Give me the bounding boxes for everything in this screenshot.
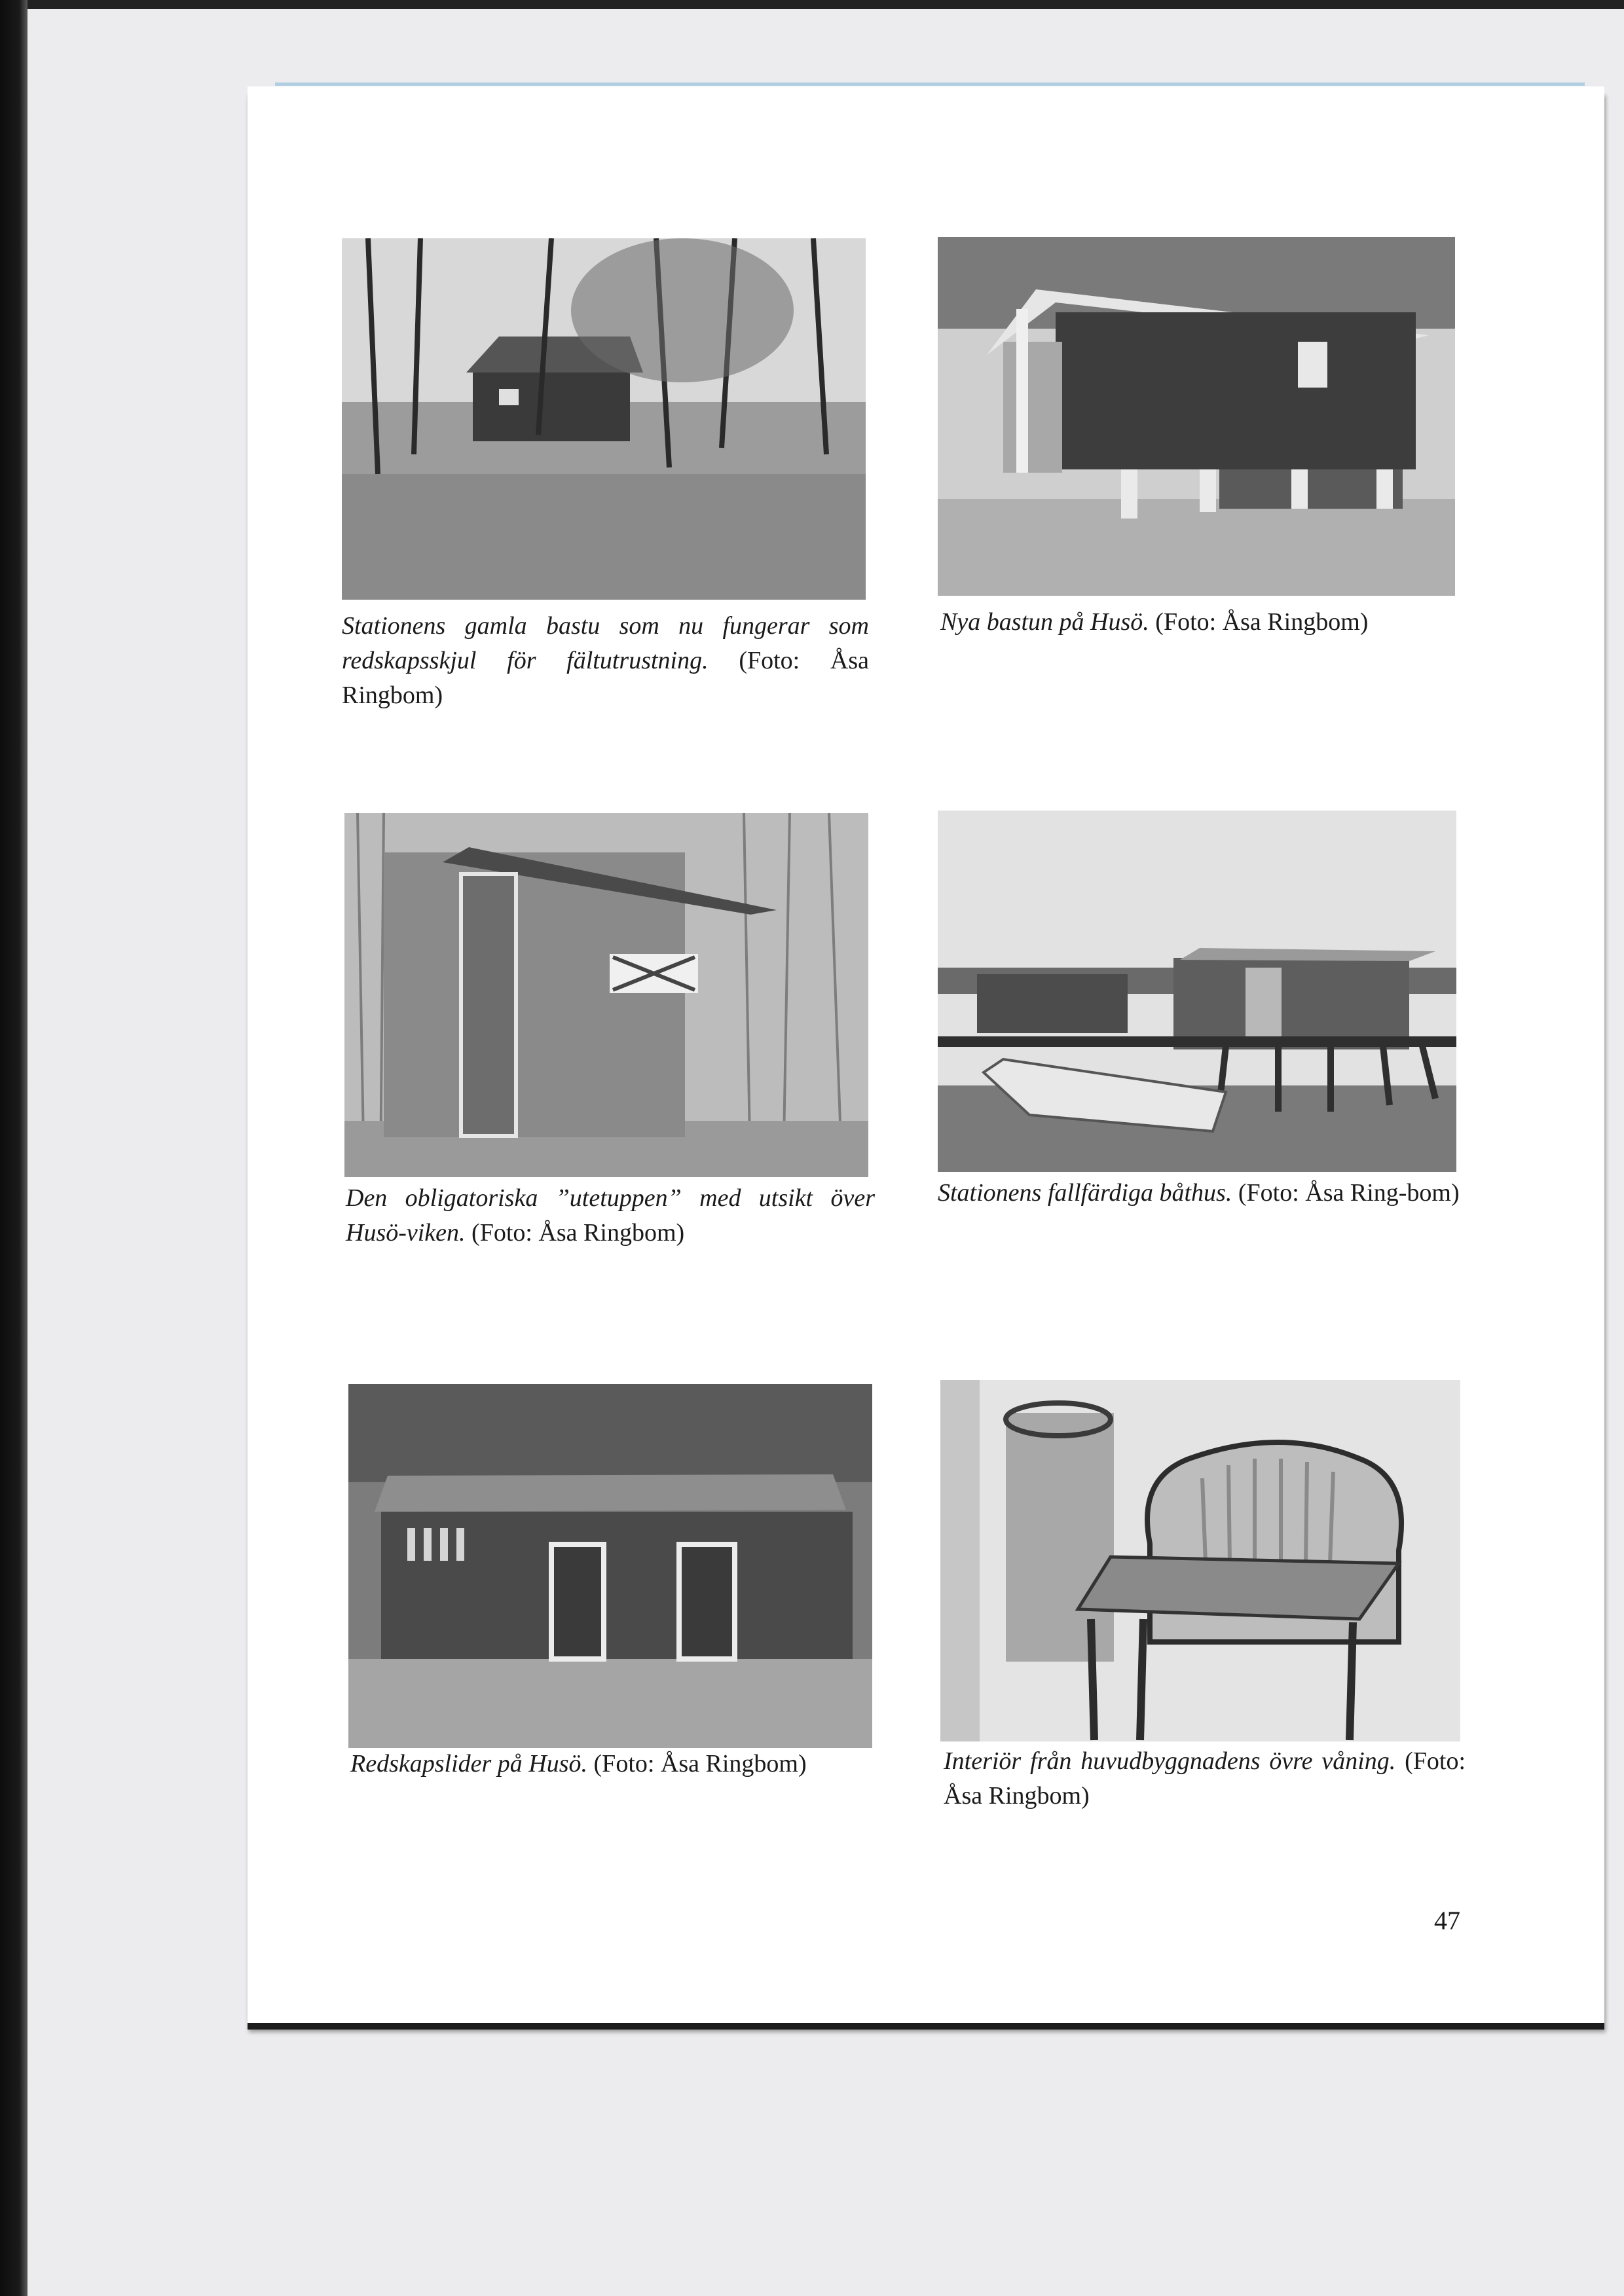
- new-sauna-photo: [938, 237, 1455, 596]
- caption-text: Nya bastun på Husö.: [940, 608, 1149, 636]
- caption-new-sauna: [940, 605, 1458, 640]
- caption-outhouse: [346, 1181, 875, 1250]
- caption-boathouse: [938, 1176, 1465, 1211]
- scan-edge: [0, 0, 28, 2296]
- caption-text: Redskapslider på Husö.: [350, 1750, 588, 1777]
- caption-text: Stationens gamla bastu som nu fungerar som redskapsskjul för fältutrustning.: [342, 612, 869, 674]
- page-number: 47: [1434, 1906, 1460, 1935]
- caption-tool-sheds: [350, 1747, 881, 1781]
- photo-credit: (Foto: Åsa Ringbom): [944, 1747, 1466, 1810]
- caption-interior: [944, 1744, 1466, 1813]
- page-top-line: [275, 82, 1585, 86]
- photo-credit: (Foto: Åsa Ringbom): [593, 1750, 807, 1777]
- outhouse-photo: [344, 813, 868, 1177]
- photo-credit: (Foto: Åsa Ringbom): [1155, 608, 1369, 636]
- interior-photo: [940, 1380, 1460, 1741]
- scan-top-edge: [28, 0, 1624, 9]
- boathouse-photo: [938, 811, 1456, 1172]
- old-sauna-photo: [342, 238, 866, 600]
- caption-text: Interiör från huvudbyggnadens övre våning.: [944, 1747, 1396, 1775]
- photo-credit: (Foto: Åsa Ring-bom): [1238, 1179, 1460, 1207]
- caption-text: Den obligatoriska ”utetuppen” med utsikt över Husö-viken.: [346, 1184, 875, 1247]
- caption-old-sauna: [342, 609, 869, 713]
- tool-sheds-photo: [348, 1384, 872, 1748]
- photo-credit: (Foto: Åsa Ringbom): [342, 647, 870, 709]
- caption-text: Stationens fallfärdiga båthus.: [938, 1179, 1232, 1207]
- photo-credit: (Foto: Åsa Ringbom): [471, 1219, 685, 1247]
